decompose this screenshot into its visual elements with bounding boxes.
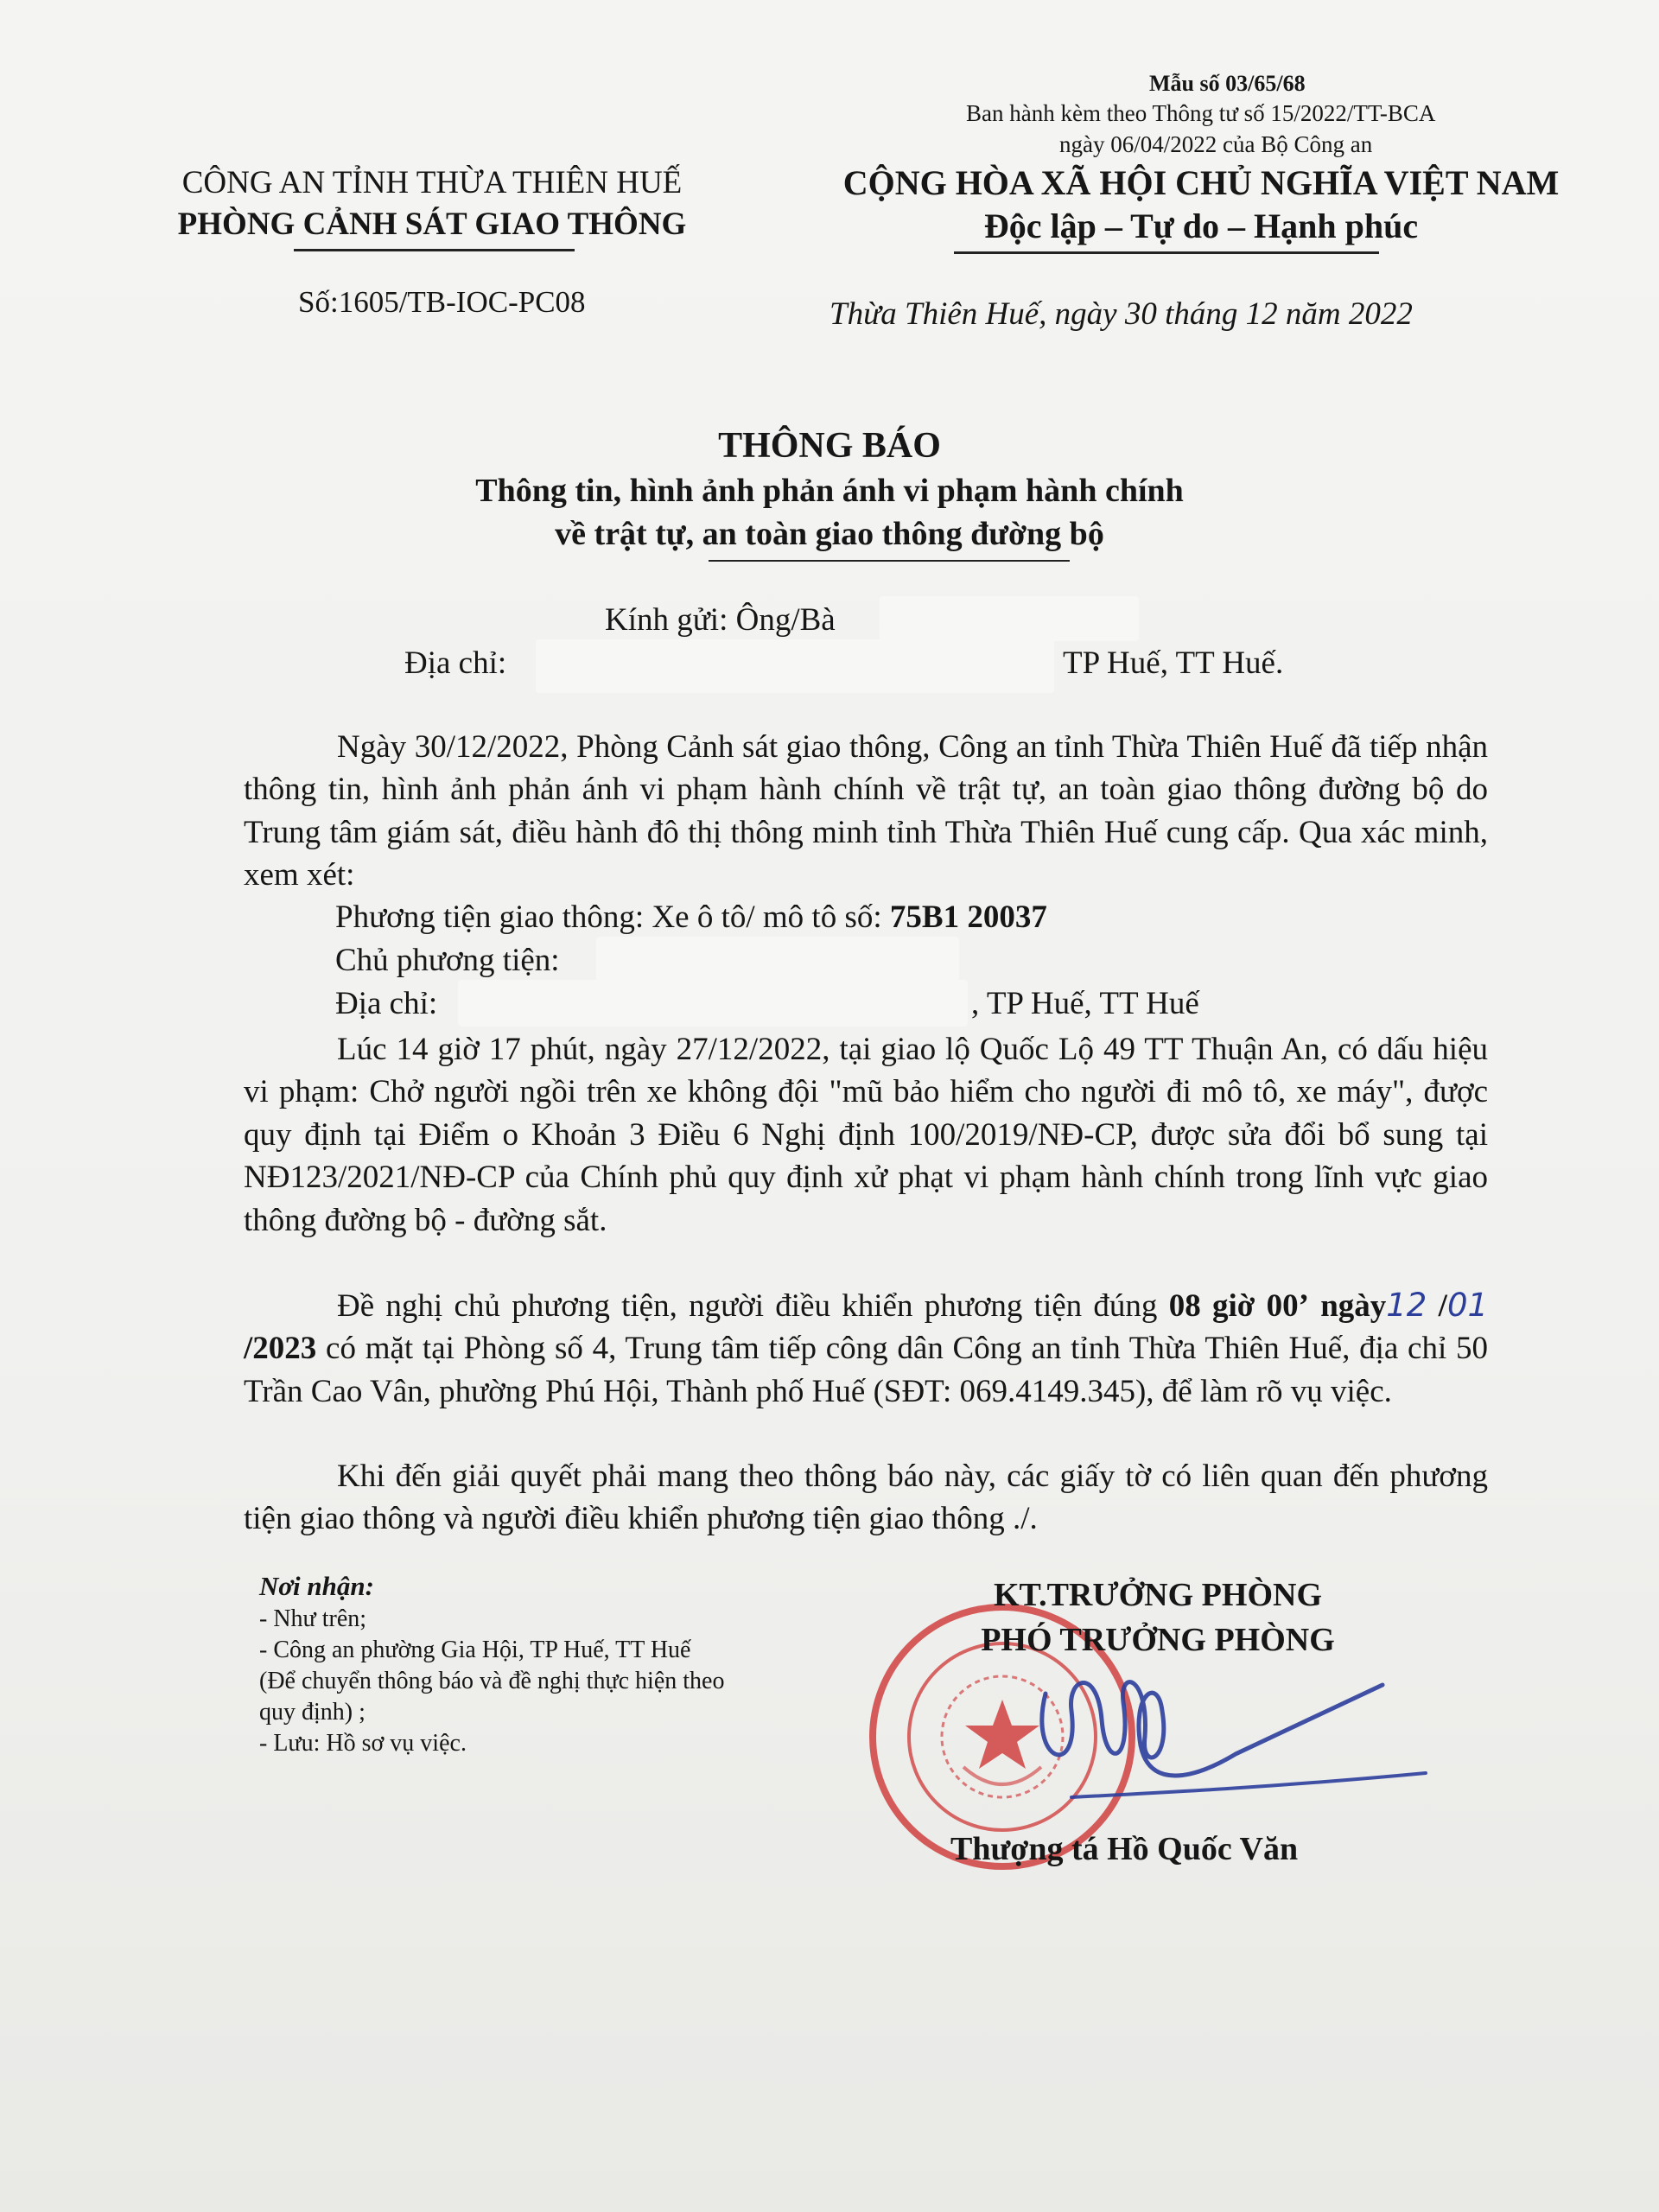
- handwritten-signature: [1020, 1642, 1434, 1832]
- title-underline: [709, 560, 1070, 562]
- violation-paragraph: [244, 1028, 1488, 1242]
- document-number: Số:1605/TB-IOC-PC08: [298, 285, 586, 319]
- recipient-item: quy định) ;: [259, 1699, 365, 1726]
- request-paragraph: [244, 1284, 1488, 1413]
- vehicle-line: [335, 899, 1047, 936]
- appointment-year: /2023: [244, 1331, 317, 1367]
- redacted-name: [880, 596, 1139, 641]
- recipient-item: - Lưu: Hồ sơ vụ việc.: [259, 1730, 467, 1757]
- form-number: Mẫu số 03/65/68: [1149, 71, 1306, 96]
- request-rest: có mặt tại Phòng số 4, Trung tâm tiếp công dân Công an tỉnh Thừa Thiên Huế, địa chỉ 50 Trần Cao Vân, phường Phú Hội, Thành phố Huế (SĐT: 069.4149.345), để làm rõ vụ việc.: [244, 1331, 1488, 1409]
- recipient-item: - Như trên;: [259, 1605, 367, 1632]
- violation-text: Lúc 14 giờ 17 phút, ngày 27/12/2022, tại giao lộ Quốc Lộ 49 TT Thuận An, có dấu hiệu vi phạm: Chở người ngồi trên xe không đội "mũ bảo hiểm cho người đi mô tô, xe máy", được quy định tại Điểm o Khoản 3 Điều 6 Nghị định 100/2019/NĐ-CP, được sửa đổi bổ sung tại NĐ123/2021/NĐ-CP của Chính phủ quy định xử phạt vi phạm hành chính trong lĩnh vực giao thông đường bộ - đường sắt.: [244, 1032, 1488, 1238]
- agency-name: CÔNG AN TỈNH THỪA THIÊN HUẾ: [181, 165, 683, 200]
- place-date: Thừa Thiên Huế, ngày 30 tháng 12 năm 2022: [830, 296, 1413, 332]
- national-motto: Độc lập – Tự do – Hạnh phúc: [983, 207, 1419, 245]
- recipients-label: Nơi nhận:: [259, 1571, 374, 1601]
- request-prefix: Đề nghị chủ phương tiện, người điều khiển phương tiện đúng: [337, 1288, 1158, 1324]
- intro-text: Ngày 30/12/2022, Phòng Cảnh sát giao thông, Công an tỉnh Thừa Thiên Huế đã tiếp nhận thông tin, hình ảnh phản ánh vi phạm hành chính về trật tự, an toàn giao thông đường bộ do Trung tâm giám sát, điều hành đô thị thông minh tỉnh Thừa Thiên Huế cung cấp. Qua xác minh, xem xét:: [244, 729, 1488, 893]
- vehicle-label: Phương tiện giao thông: Xe ô tô/ mô tô số:: [335, 899, 882, 935]
- address-label: Địa chỉ:: [404, 645, 507, 681]
- nation-name: CỘNG HÒA XÃ HỘI CHỦ NGHĨA VIỆT NAM: [842, 163, 1560, 202]
- recipients-block: [259, 1571, 847, 1759]
- document-subtitle-1: Thông tin, hình ảnh phản ánh vi phạm hành chính: [475, 473, 1184, 509]
- intro-paragraph: [244, 726, 1488, 897]
- recipient-item: - Công an phường Gia Hội, TP Huế, TT Huế: [259, 1637, 691, 1663]
- issued-by-line-2: ngày 06/04/2022 của Bộ Công an: [1059, 131, 1373, 157]
- appointment-month: 01: [1446, 1287, 1489, 1324]
- signer-name: Thượng tá Hồ Quốc Văn: [950, 1831, 1299, 1867]
- greeting: Kính gửi: Ông/Bà: [605, 602, 836, 638]
- department-underline: [294, 249, 575, 251]
- license-plate: 75B1 20037: [889, 899, 1047, 935]
- document-subtitle-2: về trật tự, an toàn giao thông đường bộ: [555, 516, 1104, 552]
- redacted-owner-address: [458, 980, 968, 1027]
- issued-by-line-1: Ban hành kèm theo Thông tư số 15/2022/TT-BCA: [966, 100, 1436, 126]
- document-title: THÔNG BÁO: [718, 426, 941, 466]
- owner-label: Chủ phương tiện:: [335, 943, 560, 978]
- department-name: PHÒNG CẢNH SÁT GIAO THÔNG: [177, 207, 687, 242]
- signature-title-2: PHÓ TRƯỞNG PHÒNG: [981, 1622, 1335, 1658]
- owner-address-city: , TP Huế, TT Huế: [971, 986, 1199, 1021]
- redacted-owner: [596, 937, 959, 982]
- appointment-day: 12: [1386, 1287, 1427, 1324]
- address-city: TP Huế, TT Huế.: [1063, 645, 1284, 681]
- owner-address-label: Địa chỉ:: [335, 986, 438, 1021]
- date-slash: /: [1438, 1288, 1447, 1324]
- appointment-time: 08 giờ 00’: [1168, 1288, 1309, 1324]
- appointment-day-label: ngày: [1320, 1288, 1387, 1324]
- closing-paragraph: [244, 1455, 1488, 1541]
- motto-underline: [954, 251, 1379, 254]
- signature-title-1: KT.TRƯỞNG PHÒNG: [994, 1577, 1322, 1613]
- closing-text: Khi đến giải quyết phải mang theo thông báo này, các giấy tờ có liên quan đến phương tiện giao thông và người điều khiển phương tiện giao thông ./.: [244, 1459, 1488, 1537]
- redacted-address: [536, 639, 1054, 693]
- recipient-item: (Để chuyển thông báo và đề nghị thực hiện theo: [259, 1668, 725, 1694]
